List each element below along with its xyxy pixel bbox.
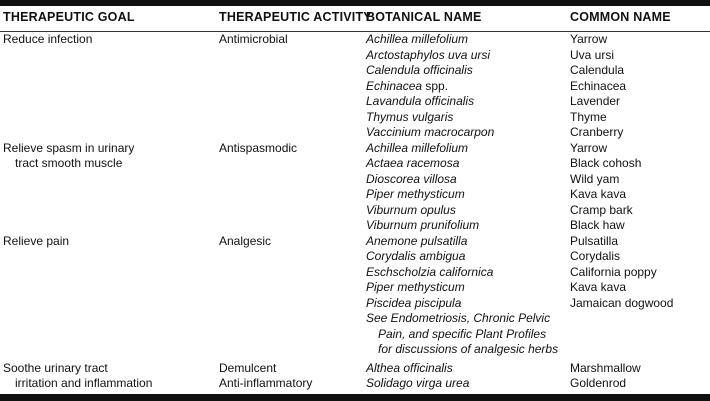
header-common: COMMON NAME xyxy=(570,10,671,24)
botanical-name xyxy=(366,265,570,281)
botanical-name xyxy=(366,296,570,312)
goal-cell xyxy=(3,32,219,141)
common-name: Lavender xyxy=(570,94,621,108)
botanical-cell xyxy=(366,361,570,392)
botanical-name xyxy=(366,141,570,157)
botanical-name xyxy=(366,249,570,265)
botanical-text: Eschscholzia californica xyxy=(366,264,494,279)
botanical-text: Echinacea xyxy=(366,78,423,93)
goal-text: Reduce infection xyxy=(3,32,93,46)
botanical-name xyxy=(366,218,570,234)
common-name: Corydalis xyxy=(570,249,621,263)
header-activity: THERAPEUTIC ACTIVITY xyxy=(219,10,372,24)
botanical-text: Piper methysticum xyxy=(366,187,465,201)
table-row xyxy=(0,141,710,234)
activity-text: Anti-inflammatory xyxy=(219,376,313,390)
botanical-text: Viburnum prunifolium xyxy=(366,218,480,232)
activity-cell xyxy=(219,234,366,358)
botanical-suffix: spp. xyxy=(422,78,449,93)
common-name: Thyme xyxy=(570,109,607,124)
botanical-text: Althea officinalis xyxy=(366,360,453,375)
header-goal: THERAPEUTIC GOAL xyxy=(3,10,135,24)
common-name: Kava kava xyxy=(570,187,627,201)
common-name: Echinacea xyxy=(570,78,627,93)
common-name: Calendula xyxy=(570,63,625,77)
botanical-name xyxy=(366,32,570,48)
note-line: Pain, and specific Plant Profiles xyxy=(378,326,547,341)
botanical-text: Piscidea piscipula xyxy=(366,295,462,310)
goal-text: Soothe urinary tract xyxy=(3,360,108,375)
botanical-cell xyxy=(366,32,570,141)
botanical-text: Calendula officinalis xyxy=(366,63,473,77)
botanical-cell xyxy=(366,141,570,234)
botanical-name xyxy=(366,94,570,110)
common-name: Jamaican dogwood xyxy=(570,295,674,310)
botanical-text: Piper methysticum xyxy=(366,280,465,294)
botanical-name xyxy=(366,234,570,250)
botanical-name xyxy=(366,203,570,219)
botanical-text: Thymus vulgaris xyxy=(366,109,454,124)
botanical-text: Arctostaphylos uva ursi xyxy=(366,47,491,62)
botanical-name xyxy=(366,280,570,296)
common-name: Marshmallow xyxy=(570,360,641,375)
botanical-name xyxy=(366,48,570,64)
botanical-name xyxy=(366,361,570,377)
note-line: See Endometriosis, Chronic Pelvic xyxy=(366,311,551,325)
cross-reference-note xyxy=(366,311,570,358)
activity-text: Antispasmodic xyxy=(219,140,298,155)
goal-text: Relieve pain xyxy=(3,233,70,248)
common-name: Cramp bark xyxy=(570,202,633,217)
activity-cell xyxy=(219,141,366,234)
common-name: Black haw xyxy=(570,218,625,232)
table-row xyxy=(0,361,710,392)
activity-text: Antimicrobial xyxy=(219,32,288,46)
botanical-name xyxy=(366,376,570,392)
goal-text: tract smooth muscle xyxy=(15,156,123,170)
activity-text: Analgesic xyxy=(219,233,272,248)
common-cell xyxy=(570,234,710,358)
common-name: Cranberry xyxy=(570,125,624,139)
botanical-text: Achillea millefolium xyxy=(366,32,469,46)
goal-text: Relieve spasm in urinary xyxy=(3,140,135,155)
botanical-name xyxy=(366,156,570,172)
botanical-text: Solidago virga urea xyxy=(366,376,470,390)
activity-cell xyxy=(219,361,366,392)
goal-cell xyxy=(3,234,219,358)
top-rule xyxy=(0,0,710,6)
common-name: Yarrow xyxy=(570,140,608,155)
common-name: Yarrow xyxy=(570,32,608,46)
botanical-text: Viburnum opulus xyxy=(366,202,456,217)
botanical-cell xyxy=(366,234,570,358)
common-name: Uva ursi xyxy=(570,47,615,62)
goal-text: irritation and inflammation xyxy=(15,376,153,390)
common-name: California poppy xyxy=(570,264,657,279)
common-name: Pulsatilla xyxy=(570,233,619,248)
botanical-name xyxy=(366,79,570,95)
note-line: for discussions of analgesic herbs xyxy=(378,342,559,356)
botanical-text: Corydalis ambigua xyxy=(366,249,466,263)
common-cell xyxy=(570,32,710,141)
common-name: Black cohosh xyxy=(570,156,642,170)
goal-cell xyxy=(3,361,219,392)
botanical-name xyxy=(366,187,570,203)
botanical-name xyxy=(366,172,570,188)
activity-text: Demulcent xyxy=(219,360,277,375)
botanical-text: Dioscorea villosa xyxy=(366,171,457,186)
common-name: Kava kava xyxy=(570,280,627,294)
common-cell xyxy=(570,141,710,234)
goal-cell xyxy=(3,141,219,234)
botanical-name xyxy=(366,110,570,126)
botanical-text: Lavandula officinalis xyxy=(366,94,475,108)
common-name: Goldenrod xyxy=(570,376,627,390)
table-body xyxy=(0,32,710,392)
botanical-text: Vaccinium macrocarpon xyxy=(366,125,495,139)
botanical-name xyxy=(366,63,570,79)
activity-cell xyxy=(219,32,366,141)
table-header xyxy=(0,10,710,28)
botanical-name xyxy=(366,125,570,141)
common-name: Wild yam xyxy=(570,171,620,186)
botanical-text: Actaea racemosa xyxy=(366,156,460,170)
common-cell xyxy=(570,361,710,392)
bottom-rule xyxy=(0,394,710,401)
botanical-text: Anemone pulsatilla xyxy=(366,233,468,248)
table-row xyxy=(0,32,710,141)
header-botanical: BOTANICAL NAME xyxy=(366,10,482,24)
table-row xyxy=(0,234,710,358)
botanical-text: Achillea millefolium xyxy=(366,140,469,155)
